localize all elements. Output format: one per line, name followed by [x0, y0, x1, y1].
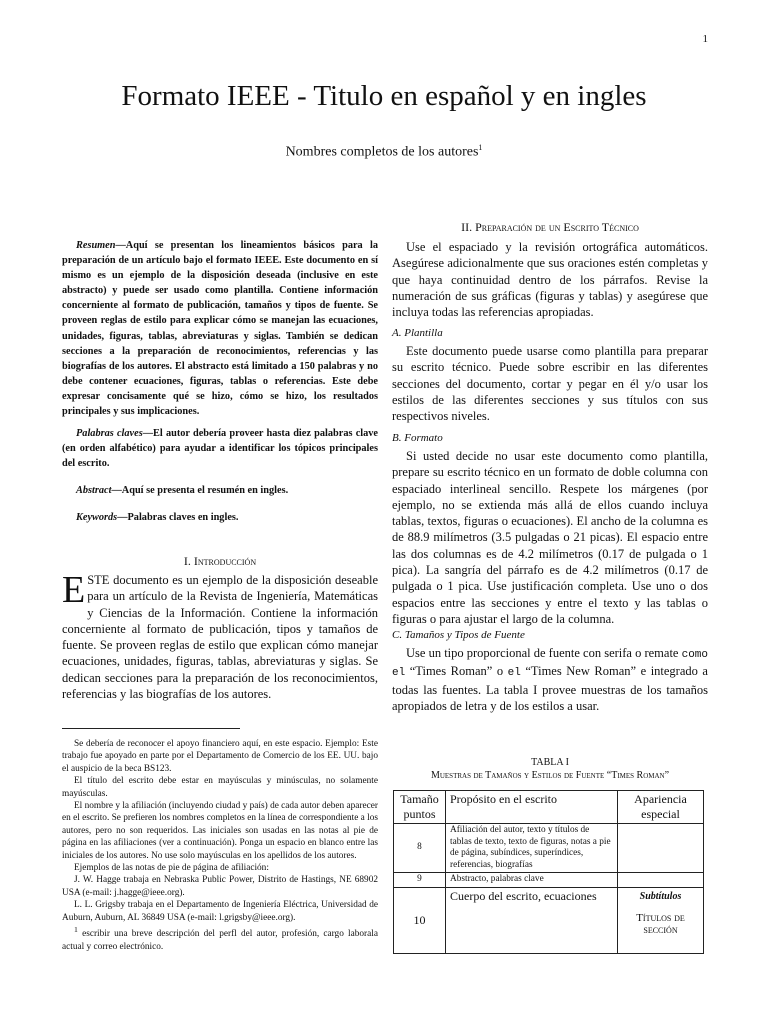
resumen-paragraph	[62, 238, 378, 419]
subsection-c	[392, 629, 708, 714]
keywords-en-text: —Palabras claves en ingles.	[117, 512, 239, 523]
table-header-appearance: Apariencia especial	[618, 791, 704, 824]
intro-text: STE documento es un ejemplo de la disposición deseable para un artículo de la Revista de Ingeniería, Matemáticas y Ciencias de la Información. Contiene la información concerniente al formato de publicación, tipos y tamaños de fuente. Se proveen reglas de estilo que explican cómo manejar ecuaciones, unidades, figuras, tablas, abreviaturas y siglas. Se dedican secciones para la preparación de los reconocimientos, referencias y las biografías de los autores.	[62, 573, 378, 702]
resumen-label: Resumen	[76, 240, 116, 251]
table-label: TABLA I	[531, 757, 569, 768]
subsection-c-text-3: “Times New Roman” e integrado a todas las fuentes. La tabla I provee muestras de los tamaños apropiados de letra y de los estilos a usar.	[392, 664, 708, 713]
authors-footnote-mark: 1	[478, 143, 483, 152]
palabras-label: Palabras claves	[76, 428, 143, 439]
subsection-a-heading: A. Plantilla	[392, 327, 443, 339]
footnote-affiliation: El nombre y la afiliación (incluyendo ciudad y país) de cada autor deben aparecer en el escrito. Se prefieren los nombres completos en la línea de correspondiente a los autores, pero no son requeridos. Las iniciales son usadas en las notas al pie de página en las afiliaciones (ver a continuación). Ponga un espacio en blanco entre las iniciales de los autores. No use solo mayúsculas en los apellidos de los autores.	[62, 801, 378, 861]
authors-names: Nombres completos de los autores	[285, 144, 479, 160]
keywords-en-paragraph	[62, 510, 378, 525]
footnote-profile	[62, 924, 378, 953]
footnote-grigsby: L. L. Grigsby trabaja en el Departamento de Ingeniería Eléctrica, Universidad de Auburn, Auburn, AL 36849 USA (e-mail: l.grigsby@ieee.org).	[62, 900, 378, 923]
table-row	[394, 887, 704, 953]
subsection-b	[392, 432, 708, 627]
table-cell-size: 9	[394, 873, 446, 888]
section-2-title: Preparación de un Escrito Técnico	[475, 220, 639, 234]
table-cell-appearance	[618, 824, 704, 873]
abstract-en-paragraph	[62, 483, 378, 498]
section-1-numeral: I.	[183, 554, 194, 568]
authors-line	[0, 143, 768, 161]
footnote-profile-mark: 1	[74, 925, 78, 935]
footnote-hagge: J. W. Hagge trabaja en Nebraska Public Power, Distrito de Hastings, NE 68902 USA (e-mail: j.hagge@ieee.org).	[62, 875, 378, 898]
table-cell-purpose: Abstracto, palabras clave	[446, 873, 618, 888]
footnote-title-case: El título del escrito debe estar en mayúsculas y minúsculas, no solamente mayúsculas.	[62, 776, 378, 799]
table-cell-size: 8	[394, 824, 446, 873]
subsection-a	[392, 327, 708, 424]
palabras-text: —El autor debería proveer hasta diez palabras clave (en orden alfabético) para ayudar a identificar los tópicos principales del escrito.	[62, 428, 378, 470]
abstract-block	[62, 238, 378, 419]
table-cell-section-titles: Títulos de sección	[636, 911, 685, 936]
section-1-title: Introducción	[193, 554, 257, 568]
abstract-en-block	[62, 483, 378, 498]
intro-dropcap: E	[62, 569, 86, 611]
table-cell-appearance	[618, 887, 704, 953]
subsection-c-heading: C. Tamaños y Tipos de Fuente	[392, 629, 525, 641]
abstract-en-label: Abstract	[76, 485, 112, 496]
subsection-a-paragraph: Este documento puede usarse como plantilla para preparar su escrito técnico. Puede sobre escribir en las diferentes secciones del documento, cortar y pegar en él y/o usar los estilos de las diferentes secciones y sus títulos con sus respectivos niveles.	[392, 344, 708, 424]
page-number: 1	[702, 33, 708, 45]
section-2-numeral: II.	[461, 220, 476, 234]
keywords-en-block	[62, 510, 378, 525]
subsection-c-mono-1: como el	[392, 649, 708, 680]
section-1-heading	[62, 554, 378, 569]
table-header-row	[394, 791, 704, 824]
keywords-es-block	[62, 426, 378, 471]
section-2-paragraph: Use el espaciado y la revisión ortográfica automáticos. Asegúrese adicionalmente que sus oraciones estén completas y que haya continuidad dentro de los párrafos. Revise la numeración de sus gráficas (figuras y tablas) y asegúrese que incluya todas las referencias apropiadas.	[392, 240, 708, 320]
table-header-purpose: Propósito en el escrito	[446, 791, 618, 824]
table-caption	[392, 757, 708, 781]
table-row	[394, 824, 704, 873]
section-2-heading	[392, 220, 708, 235]
abstract-en-text: —Aquí se presenta el resumén en ingles.	[111, 485, 289, 496]
footnote-profile-text: escribir una breve descripción del perfl del autor, profesión, cargo laborala actual y correo electrónico.	[62, 929, 378, 952]
table-row	[394, 873, 704, 888]
table-caption-text: Muestras de Tamaños y Estilos de Fuente “Times Roman”	[430, 770, 670, 781]
section-2-body	[392, 239, 708, 320]
footnotes-block	[62, 738, 378, 953]
resumen-text: —Aquí se presentan los lineamientos básicos para la preparación de un artículo bajo el formato IEEE. Este documento en sí mismo es un ejemplo de la disposición deseada (inclusive en este abstracto) y puede ser usado como plantilla. Contiene información concerniente al formato de publicación, tamaños y tipos de fuente. Se proveen reglas de estilo para explicar cómo se manejan las ecuaciones, unidades, figuras, tablas, abreviaturas y siglas. También se dedican secciones a la preparación de reconocimientos, referencias y las biografías de los autores. El abstracto está limitado a 150 palabras y no debe contener ecuaciones, figuras, tablas o referencias. Este debe expresar concisamente qué se hizo, cómo se hizo, los resultados principales y sus implicaciones.	[62, 240, 378, 418]
table-cell-appearance	[618, 873, 704, 888]
subsection-b-heading: B. Formato	[392, 432, 443, 444]
footnote-divider	[62, 728, 240, 729]
table-cell-purpose: Cuerpo del escrito, ecuaciones	[446, 887, 618, 953]
table-header-size: Tamaño puntos	[394, 791, 446, 824]
subsection-c-mono-2: el	[507, 667, 521, 680]
table-cell-size: 10	[394, 887, 446, 953]
subsection-c-text-2: “Times Roman” o	[405, 664, 508, 679]
table-cell-subtitles: Subtítulos	[639, 890, 682, 902]
subsection-c-text-1: Use un tipo proporcional de fuente con serifa o remate	[406, 646, 682, 660]
palabras-paragraph	[62, 426, 378, 471]
subsection-c-paragraph	[392, 645, 708, 714]
table-cell-purpose: Afiliación del autor, texto y títulos de tablas de texto, texto de figuras, notas a pie de página, subíndices, superíndices, referencias, biografías	[446, 824, 618, 873]
footnote-funding: Se debería de reconocer el apoyo financiero aquí, en este espacio. Ejemplo: Este trabajo fue apoyado en parte por el Departamento de Comercio de los EE. UU. bajo el auspicio de la beca BS123.	[62, 739, 378, 774]
intro-paragraph	[62, 569, 378, 702]
paper-title: Formato IEEE - Titulo en español y en ingles	[121, 80, 647, 112]
section-1-body	[62, 569, 378, 702]
font-size-table	[393, 790, 704, 954]
table	[393, 790, 704, 954]
subsection-b-paragraph: Si usted decide no usar este documento como plantilla, prepare su escrito técnico en un formato de doble columna con espaciado interlineal sencillo. Respete los márgenes (por ejemplo, no se extienda más allá de ellos cuando incluya tablas, textos, figuras o ecuaciones). El ancho de la columna es de 88.9 milímetros (3.5 pulgadas o 21 picas). El espacio entre las dos columnas es de 4.2 milímetros (0.17 de pulgada o 1 pica). La sangría del párrafo es de 4.2 milímetros (0.17 de pulgada o 1 pica. Use justificación completa. Use uno o dos espacios entre las secciones y entre el texto y las tablas o figuras o para ajustar el largo de la columna.	[392, 449, 708, 626]
footnote-examples: Ejemplos de las notas de pie de página de afiliación:	[74, 863, 269, 874]
keywords-en-label: Keywords	[76, 512, 118, 523]
